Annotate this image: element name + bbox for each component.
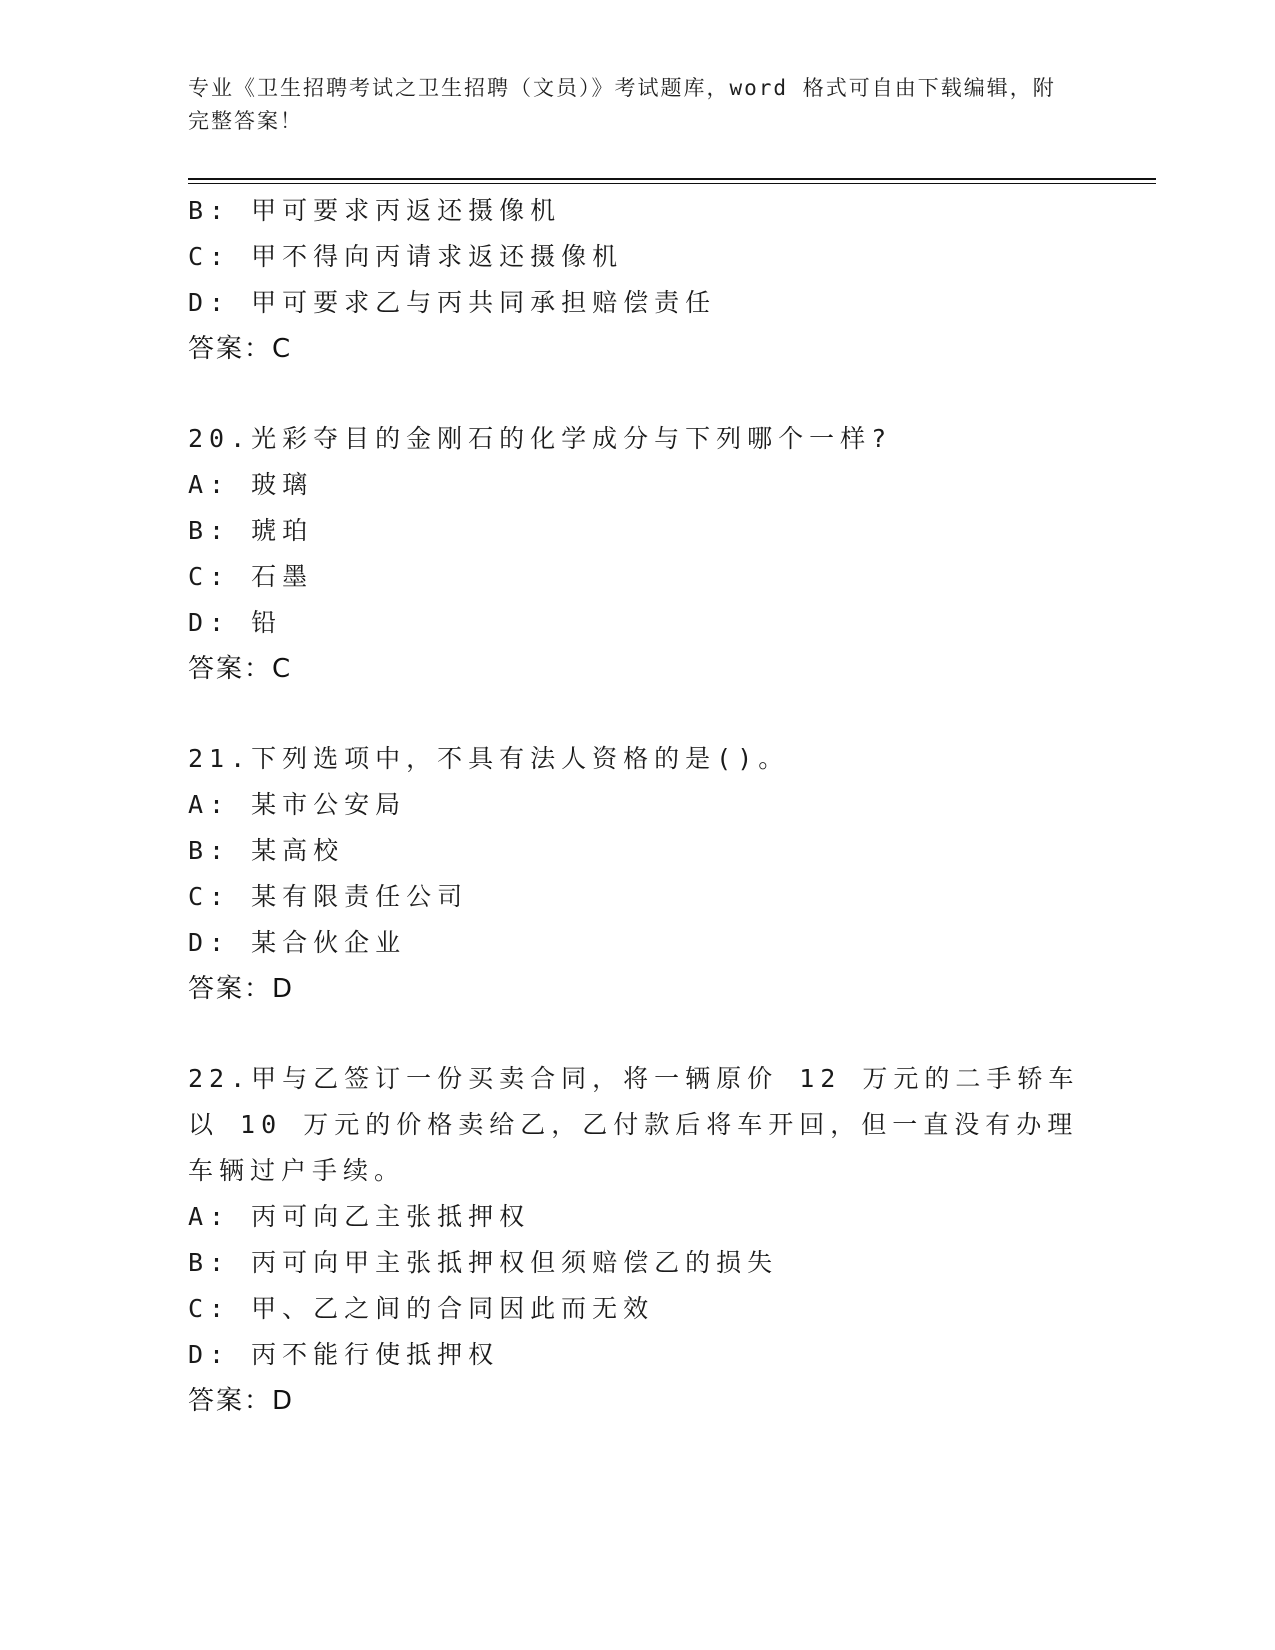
option-c: C: 石墨: [188, 562, 314, 591]
answer-line: 答案：D: [188, 1386, 295, 1416]
option-b: B: 某高校: [188, 836, 345, 865]
option-d: D: 铅: [188, 608, 283, 637]
answer-line: 答案：D: [188, 974, 295, 1004]
question-text: 20.光彩夺目的金刚石的化学成分与下列哪个一样?: [188, 424, 893, 453]
option-d: D: 某合伙企业: [188, 928, 407, 957]
option-b: B: 甲可要求丙返还摄像机: [188, 196, 562, 225]
question-text: 22.甲与乙签订一份买卖合同，将一辆原价 12 万元的二手轿车以 10 万元的价格卖给乙，乙付款后将车开回，但一直没有办理车辆过户手续。: [188, 1064, 1080, 1185]
question-22: [188, 1056, 1088, 1424]
option-b: B: 琥珀: [188, 516, 314, 545]
option-d: D: 丙不能行使抵押权: [188, 1340, 500, 1369]
header-rule-thin: [188, 183, 1156, 184]
document-header: 专业《卫生招聘考试之卫生招聘（文员）》考试题库，word 格式可自由下载编辑，附完整答案！: [188, 76, 1056, 133]
option-b: B: 丙可向甲主张抵押权但须赔偿乙的损失: [188, 1248, 779, 1277]
answer-line: 答案：C: [188, 334, 293, 364]
document-body: [188, 188, 1088, 1424]
question-20: [188, 416, 1088, 692]
option-c: C: 甲不得向丙请求返还摄像机: [188, 242, 624, 271]
option-c: C: 某有限责任公司: [188, 882, 469, 911]
header-rule-thick: [188, 178, 1156, 180]
answer-line: 答案：C: [188, 654, 293, 684]
option-c: C: 甲、乙之间的合同因此而无效: [188, 1294, 655, 1323]
question-continued: [188, 188, 1088, 372]
option-d: D: 甲可要求乙与丙共同承担赔偿责任: [188, 288, 717, 317]
option-a: A: 某市公安局: [188, 790, 407, 819]
question-text: 21.下列选项中，不具有法人资格的是()。: [188, 744, 790, 773]
option-a: A: 玻璃: [188, 470, 314, 499]
option-a: A: 丙可向乙主张抵押权: [188, 1202, 531, 1231]
question-21: [188, 736, 1088, 1012]
